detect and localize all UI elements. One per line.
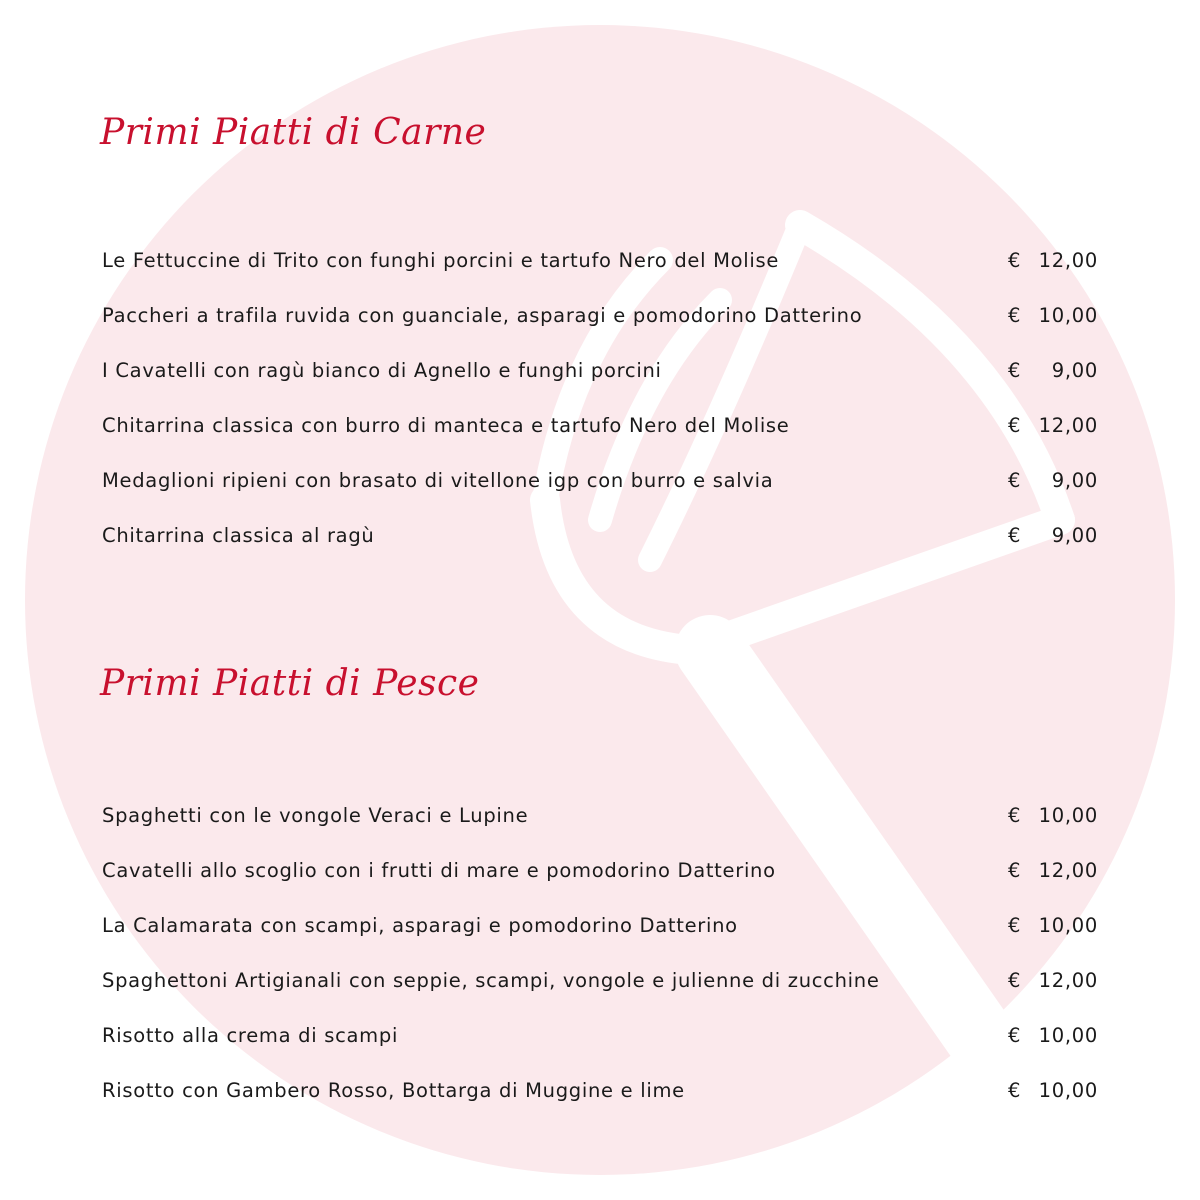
item-price <box>1008 1024 1098 1047</box>
price-amount: 12,00 <box>1038 969 1098 992</box>
item-name: Chitarrina classica con burro di manteca e tartufo Nero del Molise <box>102 414 790 437</box>
menu-item <box>102 508 1098 563</box>
menu-item <box>102 788 1098 843</box>
item-name: Chitarrina classica al ragù <box>102 524 375 547</box>
item-name: La Calamarata con scampi, asparagi e pomodorino Datterino <box>102 914 738 937</box>
item-name: Medaglioni ripieni con brasato di vitellone igp con burro e salvia <box>102 469 774 492</box>
menu-item <box>102 453 1098 508</box>
currency-symbol: € <box>1008 249 1022 272</box>
item-name: Cavatelli allo scoglio con i frutti di mare e pomodorino Datterino <box>102 859 776 882</box>
price-amount: 10,00 <box>1038 304 1098 327</box>
menu-item <box>102 1008 1098 1063</box>
item-name: Paccheri a trafila ruvida con guanciale, asparagi e pomodorino Datterino <box>102 304 863 327</box>
menu-item <box>102 233 1098 288</box>
currency-symbol: € <box>1008 469 1022 492</box>
price-amount: 12,00 <box>1038 249 1098 272</box>
price-amount: 12,00 <box>1038 859 1098 882</box>
price-amount: 10,00 <box>1038 1024 1098 1047</box>
item-name: Spaghetti con le vongole Veraci e Lupine <box>102 804 529 827</box>
item-price <box>1008 359 1098 382</box>
item-price <box>1008 524 1098 547</box>
item-price <box>1008 969 1098 992</box>
section-title-carne: Primi Piatti di Carne <box>100 112 487 153</box>
section-title-pesce: Primi Piatti di Pesce <box>100 663 480 704</box>
menu-list-carne <box>102 233 1098 563</box>
item-price <box>1008 804 1098 827</box>
item-name: Risotto con Gambero Rosso, Bottarga di Muggine e lime <box>102 1079 685 1102</box>
currency-symbol: € <box>1008 304 1022 327</box>
currency-symbol: € <box>1008 359 1022 382</box>
currency-symbol: € <box>1008 859 1022 882</box>
item-name: Risotto alla crema di scampi <box>102 1024 399 1047</box>
menu-item <box>102 843 1098 898</box>
item-price <box>1008 414 1098 437</box>
price-amount: 9,00 <box>1051 524 1098 547</box>
menu-item <box>102 953 1098 1008</box>
item-price <box>1008 914 1098 937</box>
price-amount: 12,00 <box>1038 414 1098 437</box>
price-amount: 9,00 <box>1051 469 1098 492</box>
menu-item <box>102 1063 1098 1118</box>
item-price <box>1008 249 1098 272</box>
currency-symbol: € <box>1008 1079 1022 1102</box>
item-name: Spaghettoni Artigianali con seppie, scampi, vongole e julienne di zucchine <box>102 969 880 992</box>
item-price <box>1008 469 1098 492</box>
menu-item <box>102 398 1098 453</box>
item-name: I Cavatelli con ragù bianco di Agnello e funghi porcini <box>102 359 662 382</box>
currency-symbol: € <box>1008 414 1022 437</box>
price-amount: 10,00 <box>1038 1079 1098 1102</box>
price-amount: 9,00 <box>1051 359 1098 382</box>
item-price <box>1008 859 1098 882</box>
currency-symbol: € <box>1008 524 1022 547</box>
menu-item <box>102 288 1098 343</box>
item-price <box>1008 304 1098 327</box>
item-name: Le Fettuccine di Trito con funghi porcini e tartufo Nero del Molise <box>102 249 780 272</box>
price-amount: 10,00 <box>1038 914 1098 937</box>
menu-item <box>102 898 1098 953</box>
currency-symbol: € <box>1008 804 1022 827</box>
currency-symbol: € <box>1008 969 1022 992</box>
currency-symbol: € <box>1008 914 1022 937</box>
price-amount: 10,00 <box>1038 804 1098 827</box>
menu-list-pesce <box>102 788 1098 1118</box>
menu-item <box>102 343 1098 398</box>
currency-symbol: € <box>1008 1024 1022 1047</box>
item-price <box>1008 1079 1098 1102</box>
